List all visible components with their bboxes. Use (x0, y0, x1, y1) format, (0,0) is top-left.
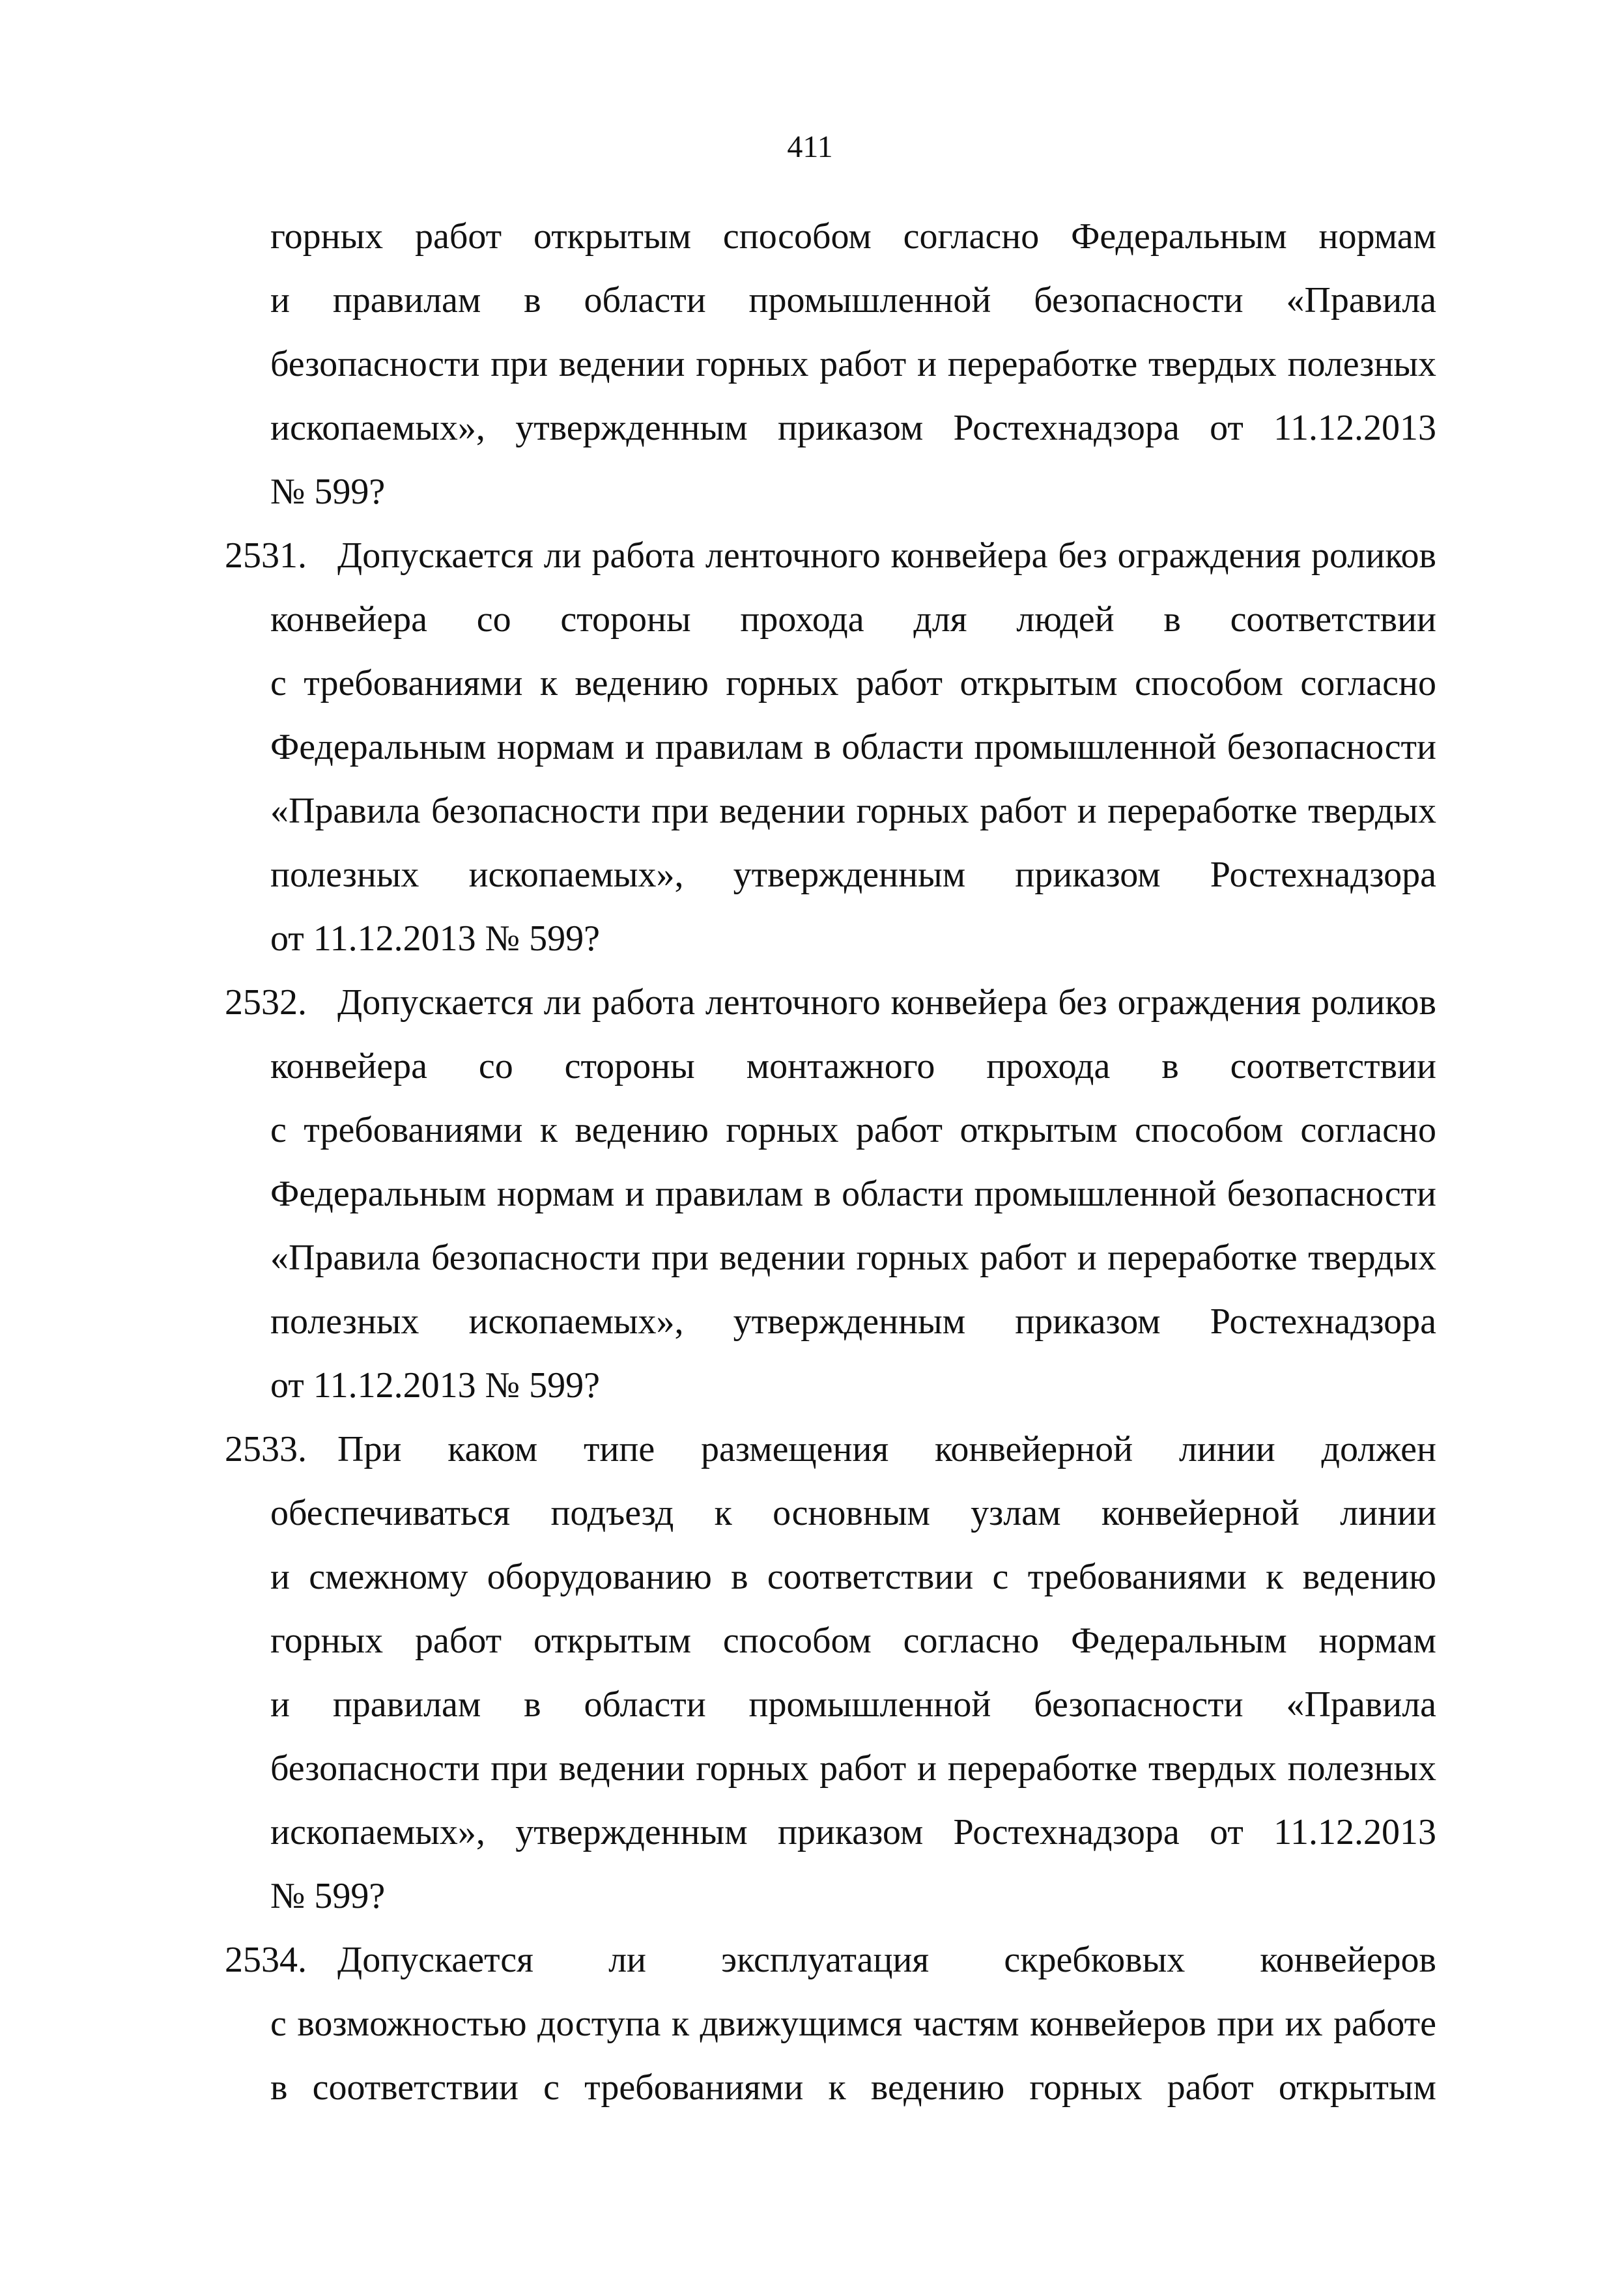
text-line: в соответствии с требованиями к ведению горных работ открытым (270, 2067, 1436, 2108)
question-number: 2532. (225, 982, 307, 1023)
question-number: 2533. (225, 1429, 307, 1469)
text-line: При каком типе размещения конвейерной линии должен (337, 1429, 1436, 1469)
text-line: безопасности при ведении горных работ и переработке твердых полезных (270, 1748, 1436, 1789)
text-line: «Правила безопасности при ведении горных работ и переработке твердых (270, 1238, 1436, 1278)
text-line: горных работ открытым способом согласно Федеральным нормам (270, 1621, 1436, 1661)
text-line: конвейера со стороны монтажного прохода в соответствии (270, 1046, 1436, 1086)
page-content (225, 205, 1436, 2119)
text-line: безопасности при ведении горных работ и переработке твердых полезных (270, 344, 1436, 384)
text-line: и смежному оборудованию в соответствии с требованиями к ведению (270, 1557, 1436, 1597)
text-line: «Правила безопасности при ведении горных работ и переработке твердых (270, 791, 1436, 831)
text-line: от 11.12.2013 № 599? (270, 1365, 600, 1406)
text-line: и правилам в области промышленной безопасности «Правила (270, 1684, 1436, 1725)
question-item-2533 (225, 1417, 1436, 1928)
page-number: 411 (787, 130, 833, 164)
text-line: полезных ископаемых», утвержденным приказом Ростехнадзора (270, 855, 1436, 895)
question-number: 2534. (225, 1940, 307, 1980)
text-line: с требованиями к ведению горных работ открытым способом согласно (270, 1110, 1436, 1150)
text-line: № 599? (270, 1876, 386, 1916)
text-line: ископаемых», утвержденным приказом Ростехнадзора от 11.12.2013 (270, 408, 1436, 448)
text-line: полезных ископаемых», утвержденным приказом Ростехнадзора (270, 1301, 1436, 1342)
text-line: Допускается ли эксплуатация скребковых конвейеров (337, 1940, 1436, 1980)
question-item-2531 (225, 524, 1436, 971)
text-line: и правилам в области промышленной безопасности «Правила (270, 280, 1436, 320)
text-line: Допускается ли работа ленточного конвейера без ограждения роликов (337, 535, 1436, 576)
text-line: Федеральным нормам и правилам в области промышленной безопасности (270, 727, 1436, 767)
text-line: с возможностью доступа к движущимся частям конвейеров при их работе (270, 2004, 1436, 2044)
text-line: № 599? (270, 472, 386, 512)
text-line: Допускается ли работа ленточного конвейера без ограждения роликов (337, 982, 1436, 1023)
text-line: конвейера со стороны прохода для людей в соответствии (270, 599, 1436, 640)
text-line: от 11.12.2013 № 599? (270, 918, 600, 959)
text-line: Федеральным нормам и правилам в области промышленной безопасности (270, 1174, 1436, 1214)
text-line: горных работ открытым способом согласно Федеральным нормам (270, 216, 1436, 257)
text-line: обеспечиваться подъезд к основным узлам конвейерной линии (270, 1493, 1436, 1533)
continued-paragraph (225, 205, 1436, 524)
text-line: ископаемых», утвержденным приказом Ростехнадзора от 11.12.2013 (270, 1812, 1436, 1852)
question-item-2532 (225, 971, 1436, 1417)
text-line: с требованиями к ведению горных работ открытым способом согласно (270, 663, 1436, 703)
question-item-2534 (225, 1928, 1436, 2119)
question-number: 2531. (225, 535, 307, 576)
